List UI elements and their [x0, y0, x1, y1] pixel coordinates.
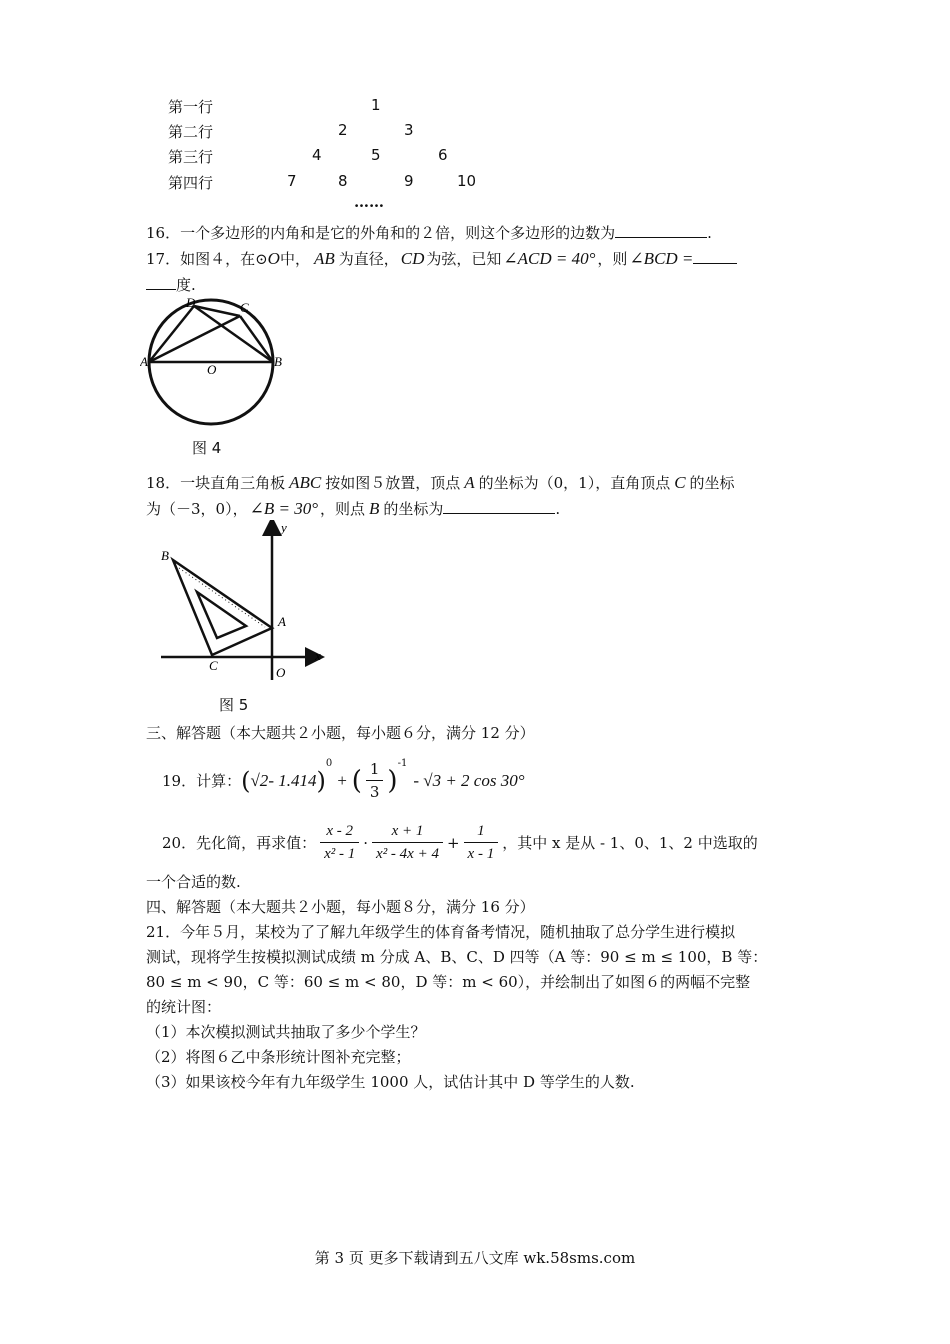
q19-label: 19．计算：	[162, 772, 242, 790]
fraction-3	[464, 820, 499, 865]
math-CD: CD	[400, 249, 425, 268]
answer-blank	[443, 499, 555, 514]
q18-text: ，则点	[320, 500, 366, 518]
label-B: B	[274, 354, 282, 369]
page-footer: 第 3 页 更多下载请到五八文库 wk.58sms.com	[314, 1249, 636, 1267]
q21-line2: 测试，现将学生按模拟测试成绩 m 分成 A、B、C、D 四等（A 等：90 ≤ m ≤ 100，B 等：	[146, 948, 768, 966]
q20-tail: ，其中 x 是从 - 1、0、1、2 中选取的	[502, 834, 758, 852]
math-plus: +	[446, 833, 460, 852]
answer-blank	[146, 275, 176, 290]
label-C: C	[209, 658, 218, 673]
fraction-one-third	[366, 758, 384, 803]
q21-line4: 的统计图：	[146, 998, 222, 1016]
numerator: x - 2	[320, 820, 359, 843]
answer-blank	[615, 223, 707, 238]
q16-text: 16．一个多边形的内角和是它的外角和的２倍，则这个多边形的边数为	[146, 224, 616, 242]
label-B: B	[161, 548, 169, 563]
row-number: 2	[338, 121, 348, 139]
math-dot: ·	[363, 833, 369, 852]
q18-text: 的坐标为（0，1），直角顶点	[478, 474, 671, 492]
q21-sub1: （1）本次模拟测试共抽取了多少个学生？	[146, 1023, 426, 1041]
circle-symbol: ⊙	[255, 250, 268, 268]
q18-text: 按如图５放置，顶点	[325, 474, 461, 492]
q21-sub3: （3）如果该校今年有九年级学生 1000 人，试估计其中 D 等学生的人数.	[146, 1073, 635, 1091]
row-label: 第一行	[168, 98, 214, 116]
q17-text: 为弦，已知	[426, 250, 502, 268]
numerator: x + 1	[372, 820, 443, 843]
q21-sub2: （2）将图６乙中条形统计图补充完整；	[146, 1048, 411, 1066]
question-16	[146, 222, 712, 243]
question-20	[162, 820, 758, 865]
q17-text: ，则	[597, 250, 628, 268]
paren-left: (	[241, 766, 251, 795]
math-A: A	[464, 473, 475, 492]
figure-4-circle	[140, 296, 290, 428]
label-O: O	[207, 362, 217, 377]
math-angle-bcd: ∠BCD =	[629, 249, 694, 268]
math-angle-acd: ∠ACD = 40°	[503, 249, 596, 268]
q18-text: 为（－3，0），	[146, 500, 248, 518]
row-number: 5	[371, 146, 381, 164]
exponent: 0	[325, 758, 333, 769]
denominator: 3	[369, 783, 380, 801]
math-O: O	[267, 249, 280, 268]
fraction-2	[372, 820, 443, 865]
q18-text: 的坐标为	[383, 500, 444, 518]
triangle-inner	[197, 592, 246, 638]
figure-5-caption: 图 5	[219, 696, 249, 714]
math-rest: - √3 + 2 cos 30°	[413, 770, 525, 790]
row-number: 3	[404, 121, 414, 139]
q21-line1: 21．今年５月，某校为了了解九年级学生的体育备考情况，随机抽取了总分学生进行模拟	[146, 923, 736, 941]
section-3-heading: 三、解答题（本大题共２小题，每小题６分，满分 12 分）	[146, 724, 535, 742]
label-A: A	[278, 614, 286, 629]
row-number: 10	[457, 172, 477, 190]
question-17	[146, 248, 737, 269]
q17-text: 度.	[176, 276, 196, 294]
triangle-outer	[173, 560, 272, 655]
q16-end: .	[707, 224, 712, 242]
row-number: 9	[404, 172, 414, 190]
q17-text: 为直径，	[338, 250, 399, 268]
math-C: C	[674, 473, 686, 492]
label-A: A	[140, 354, 148, 369]
fraction-1	[320, 820, 359, 865]
section-4-heading: 四、解答题（本大题共２小题，每小题８分，满分 16 分）	[146, 898, 535, 916]
q21-line3: 80 ≤ m < 90，C 等：60 ≤ m < 80，D 等：m < 60），并绘制出了如图６的两幅不完整	[146, 973, 751, 991]
row-label: 第四行	[168, 174, 214, 192]
row-label: 第二行	[168, 123, 214, 141]
question-19: 19．计算： ( √2 - 1.414 ) $^0$ + ( $\frac{1}{3}$ ) $^{-1}$ - √3 + 2 cos 30°	[162, 758, 525, 801]
answer-blank	[693, 249, 737, 264]
math-AB: AB	[313, 249, 335, 268]
row-number: 6	[438, 146, 448, 164]
math-sqrt2: √2	[250, 770, 269, 790]
q17-line2	[146, 274, 196, 295]
label-C: C	[240, 300, 249, 315]
label-D: D	[186, 296, 196, 310]
denominator: x² - 1	[324, 846, 356, 862]
numerator: 1	[464, 820, 499, 843]
denominator: x - 1	[467, 846, 495, 862]
ruler-ticks	[179, 568, 265, 627]
figure-4-caption: 图 4	[192, 439, 222, 457]
row-number: 8	[338, 172, 348, 190]
q18-line2	[146, 498, 560, 519]
paren-right: )	[316, 766, 326, 795]
question-18	[146, 472, 735, 493]
q18-end: .	[555, 500, 561, 518]
row-number: 7	[287, 172, 297, 190]
math-minus: - 1.414	[268, 770, 317, 790]
q18-text: 18．一块直角三角板	[146, 474, 286, 492]
q18-text: 的坐标	[689, 474, 735, 492]
label-O: O	[276, 665, 286, 680]
q17-text: 17．如图４，在	[146, 250, 256, 268]
label-x: x	[315, 648, 321, 663]
math-angle-b: ∠B = 30°	[249, 499, 318, 518]
math-plus: +	[336, 770, 348, 790]
row-number: 1	[371, 96, 381, 114]
label-y: y	[281, 520, 287, 535]
exponent: -1	[397, 758, 408, 769]
denominator: x² - 4x + 4	[376, 846, 439, 862]
numerator: 1	[366, 758, 384, 781]
q20-label: 20．先化简，再求值：	[162, 834, 317, 852]
row-label: 第三行	[168, 148, 214, 166]
math-B: B	[369, 499, 380, 518]
triangle-ellipsis: ……	[354, 193, 384, 211]
q20-line2: 一个合适的数.	[146, 873, 241, 891]
row-number: 4	[312, 146, 322, 164]
q17-text: 中，	[279, 250, 310, 268]
math-ABC: ABC	[289, 473, 322, 492]
figure-5-triangle	[155, 520, 330, 685]
